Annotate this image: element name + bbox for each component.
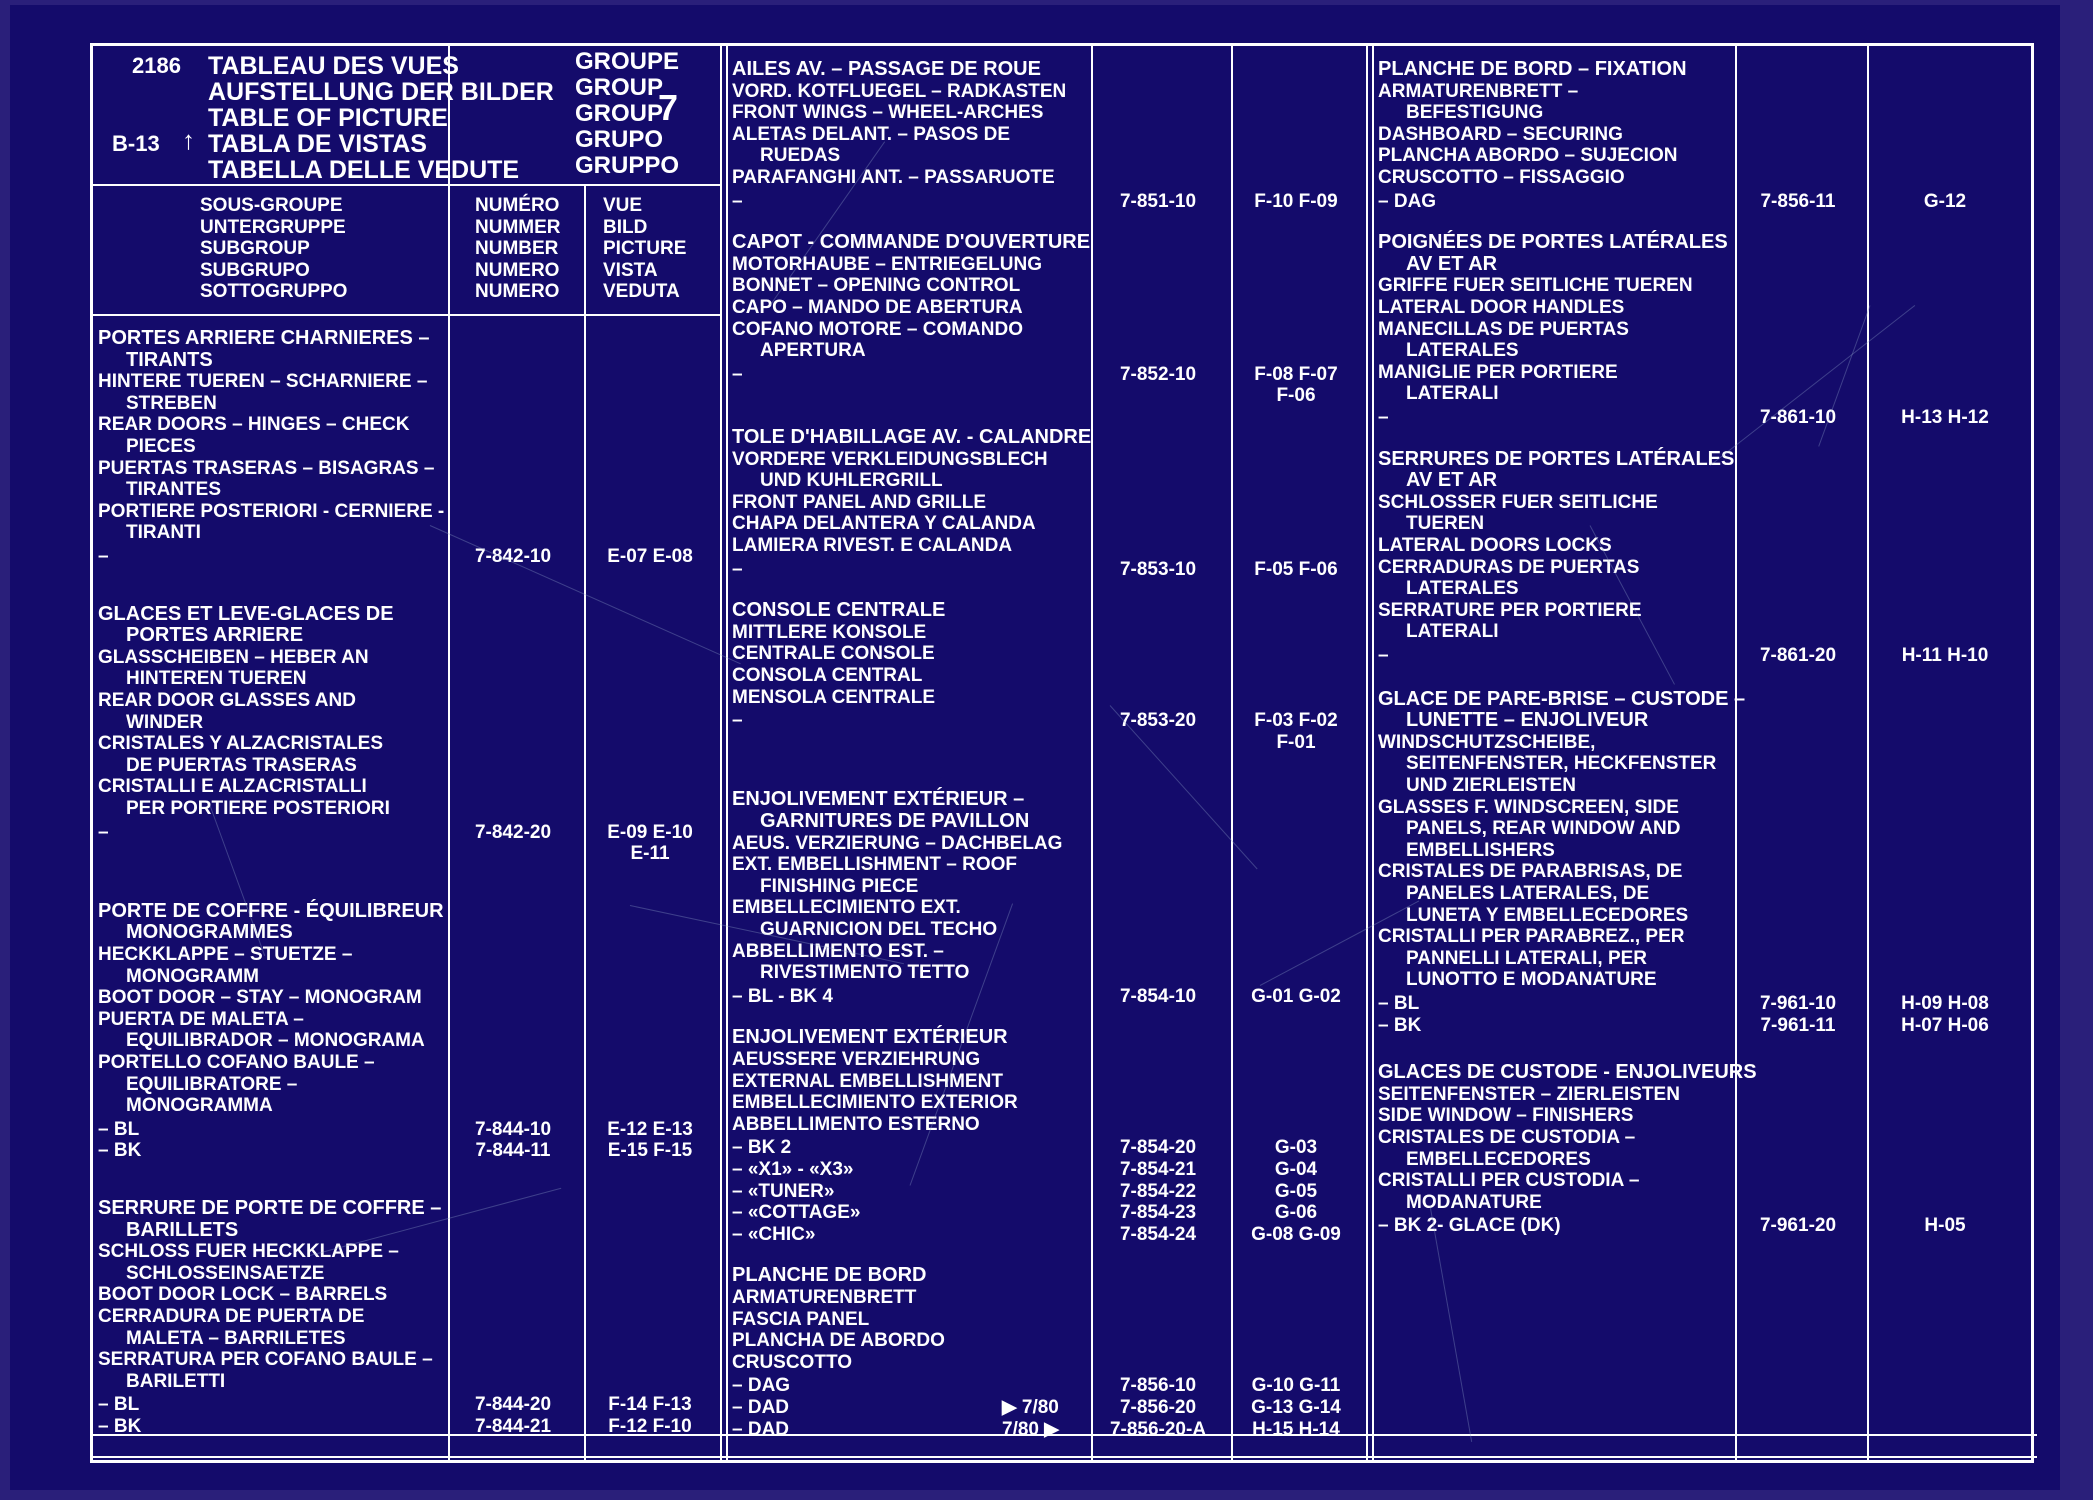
rule-h-footer-bottom	[93, 1456, 2037, 1458]
view-reference: G-03	[1274, 1137, 1318, 1159]
description-line: CRISTALES DE CUSTODIA –	[1378, 1127, 1636, 1148]
title-line: TABLEAU DES VUES	[208, 52, 459, 80]
view-reference-cont: F-06	[1276, 385, 1316, 407]
part-number: 7-854-10	[1119, 985, 1197, 1007]
view-reference: E-07 E-08	[607, 546, 693, 567]
description-line: ALETAS DELANT. – PASOS DE	[732, 123, 1010, 145]
group-title: SERRURES DE PORTES LATÉRALES	[1378, 447, 1735, 470]
description-line: BARILETTI	[126, 1370, 226, 1392]
part-number: 7-854-22	[1119, 1180, 1197, 1202]
description-line: LATERAL DOOR HANDLES	[1378, 297, 1625, 318]
item-label: –	[732, 558, 743, 580]
view-reference: F-03 F-02	[1254, 710, 1338, 732]
description-line: PANNELLI LATERALI, PER	[1406, 947, 1648, 969]
group-number: 7	[658, 87, 679, 128]
description-line: ARMATURENBRETT –	[1378, 80, 1579, 102]
part-number: 7-853-20	[1119, 710, 1197, 732]
description-line: EQUILIBRADOR – MONOGRAMA	[126, 1030, 425, 1052]
description-line: WINDSCHUTZSCHEIBE,	[1378, 731, 1596, 753]
subgroup-header: SOTTOGRUPPO	[200, 281, 348, 302]
item-label: – «TUNER»	[732, 1180, 835, 1202]
part-number: 7-854-24	[1119, 1223, 1197, 1245]
description-line: FRONT WINGS – WHEEL-ARCHES	[732, 102, 1044, 124]
number-header: NUMMER	[475, 216, 561, 238]
group-title: PORTES ARRIERE	[126, 624, 304, 647]
description-line: RUEDAS	[760, 145, 841, 167]
description-line: EMBELLECIMIENTO EXT.	[732, 897, 961, 919]
description-line: TIRANTI	[126, 522, 201, 544]
description-line: LAMIERA RIVEST. E CALANDA	[732, 535, 1013, 556]
description-line: EMBELLECEDORES	[1406, 1148, 1591, 1170]
description-line: ARMATURENBRETT	[732, 1287, 917, 1308]
rule-v-col3-number	[1735, 46, 1737, 1460]
view-reference: G-04	[1274, 1159, 1318, 1180]
group-title: MONOGRAMMES	[126, 921, 293, 944]
description-line: GUARNICION DEL TECHO	[760, 919, 998, 940]
description-line: BOOT DOOR – STAY – MONOGRAM	[98, 987, 422, 1009]
description-line: PORTIERE POSTERIORI - CERNIERE -	[98, 500, 445, 522]
group-label: GRUPPO	[575, 152, 680, 179]
description-line: CERRADURAS DE PUERTAS	[1378, 556, 1640, 578]
part-number: 7-853-10	[1119, 558, 1197, 580]
description-line: RIVESTIMENTO TETTO	[760, 962, 970, 984]
description-line: MANIGLIE PER PORTIERE	[1378, 361, 1618, 383]
description-line: PLANCHA DE ABORDO	[732, 1330, 945, 1352]
description-line: WINDER	[126, 711, 204, 733]
page-number: 2186	[132, 53, 181, 78]
view-reference: F-05 F-06	[1254, 558, 1338, 580]
subgroup-header: SUBGRUPO	[200, 259, 310, 281]
date-note: ▶ 7/80	[1002, 1397, 1059, 1418]
description-line: PARAFANGHI ANT. – PASSARUOTE	[732, 167, 1055, 188]
description-line: EQUILIBRATORE –	[126, 1073, 298, 1095]
rule-h-colheader	[93, 314, 720, 316]
title-line: TABLA DE VISTAS	[208, 130, 427, 158]
description-line: CENTRALE CONSOLE	[732, 643, 935, 665]
description-line: BONNET – OPENING CONTROL	[732, 275, 1021, 297]
description-line: PUERTAS TRASERAS – BISAGRAS –	[98, 457, 435, 479]
item-label: – DAG	[732, 1375, 791, 1397]
description-line: BEFESTIGUNG	[1406, 102, 1544, 124]
description-line: SEITENFENSTER, HECKFENSTER	[1406, 753, 1717, 775]
part-number: 7-842-10	[474, 546, 552, 567]
view-reference: E-15 F-15	[607, 1140, 693, 1162]
group-title: ENJOLIVEMENT EXTÉRIEUR –	[732, 788, 1025, 811]
group-title: PORTES ARRIERE CHARNIERES –	[98, 327, 430, 349]
view-reference: H-05	[1924, 1215, 1966, 1237]
description-line: SERRATURA PER COFANO BAULE –	[98, 1349, 433, 1371]
view-reference: H-09 H-08	[1901, 993, 1989, 1014]
view-reference: G-13 G-14	[1251, 1397, 1341, 1418]
description-line: LATERALI	[1406, 621, 1499, 643]
description-line: PORTELLO COFANO BAULE –	[98, 1052, 375, 1073]
item-label: –	[98, 546, 109, 567]
item-label: – BL	[98, 1118, 140, 1140]
description-line: EXTERNAL EMBELLISHMENT	[732, 1070, 1003, 1092]
rule-v-number-left	[448, 46, 450, 1460]
description-line: SCHLOSSEINSAETZE	[126, 1262, 325, 1284]
description-line: MALETA – BARRILETES	[126, 1327, 346, 1349]
group-title: TIRANTS	[126, 348, 213, 371]
description-line: REAR DOOR GLASSES AND	[98, 690, 356, 711]
description-line: MENSOLA CENTRALE	[732, 686, 936, 708]
item-label: – BK 2	[732, 1137, 792, 1159]
view-reference: F-12 F-10	[608, 1416, 692, 1437]
description-line: FASCIA PANEL	[732, 1308, 870, 1330]
group-title: BARILLETS	[126, 1218, 239, 1241]
item-label: – DAD	[732, 1397, 790, 1418]
subgroup-header: UNTERGRUPPE	[200, 216, 346, 238]
date-note: 7/80 ▶	[1002, 1418, 1059, 1440]
group-label: GROUP	[575, 100, 664, 127]
part-number: 7-961-11	[1760, 1014, 1836, 1036]
description-line: LATERALES	[1406, 340, 1519, 362]
item-label: – BK	[98, 1416, 142, 1437]
view-reference-cont: F-01	[1276, 731, 1316, 753]
view-reference: F-08 F-07	[1254, 363, 1338, 385]
description-line: CRISTALLI E ALZACRISTALLI	[98, 776, 367, 798]
part-number: 7-856-20-A	[1109, 1418, 1207, 1440]
group-title: ENJOLIVEMENT EXTÉRIEUR	[732, 1026, 1008, 1049]
rule-h-header	[93, 184, 720, 186]
description-line: CRISTALES Y ALZACRISTALES	[98, 733, 384, 755]
part-number: 7-844-11	[475, 1140, 551, 1162]
item-label: – BK 2- GLACE (DK)	[1378, 1215, 1561, 1237]
description-line: CRUSCOTTO – FISSAGGIO	[1378, 167, 1625, 188]
group-title: GLACES ET LEVE-GLACES DE	[98, 602, 394, 625]
view-reference: E-12 E-13	[607, 1118, 693, 1140]
rule-v-view-right	[720, 46, 722, 1460]
description-line: MONOGRAMMA	[126, 1095, 273, 1117]
group-title: SERRURE DE PORTE DE COFFRE –	[98, 1197, 442, 1219]
group-title: CAPOT - COMMANDE D'OUVERTURE	[732, 231, 1091, 254]
description-line: BOOT DOOR LOCK – BARRELS	[98, 1284, 388, 1306]
view-header: BILD	[603, 216, 648, 238]
part-number: 7-844-10	[474, 1118, 552, 1140]
description-line: CAPO – MANDO DE ABERTURA	[732, 297, 1023, 318]
description-line: PANELS, REAR WINDOW AND	[1406, 818, 1681, 840]
description-line: HINTERE TUEREN – SCHARNIERE –	[98, 371, 428, 393]
group-title: LUNETTE – ENJOLIVEUR	[1406, 709, 1649, 732]
item-label: – «CHIC»	[732, 1223, 816, 1245]
number-header: NUMERO	[475, 281, 560, 302]
subgroup-header: SOUS-GROUPE	[200, 195, 343, 216]
group-title: GARNITURES DE PAVILLON	[760, 810, 1030, 832]
part-number: 7-854-20	[1119, 1137, 1197, 1159]
description-line: SCHLOSS FUER HECKKLAPPE –	[98, 1241, 399, 1263]
up-arrow-icon: ↑	[182, 125, 195, 155]
description-line: PLANCHA ABORDO – SUJECION	[1378, 145, 1678, 167]
part-number: 7-961-10	[1759, 993, 1837, 1014]
view-reference: G-10 G-11	[1251, 1375, 1341, 1397]
item-label: – «COTTAGE»	[732, 1202, 861, 1224]
description-line: DASHBOARD – SECURING	[1378, 123, 1623, 145]
group-title: AV ET AR	[1406, 469, 1498, 492]
number-header: NUMERO	[475, 259, 560, 281]
description-line: VORDERE VERKLEIDUNGSBLECH	[732, 448, 1048, 470]
group-title: PLANCHE DE BORD	[732, 1264, 927, 1287]
description-line: GLASSES F. WINDSCREEN, SIDE	[1378, 796, 1679, 818]
description-line: LATERALES	[1406, 578, 1519, 600]
part-number: 7-861-20	[1759, 645, 1837, 666]
description-line: CRUSCOTTO	[732, 1351, 852, 1373]
description-line: SEITENFENSTER – ZIERLEISTEN	[1378, 1083, 1680, 1105]
blueprint-sheet	[10, 5, 2060, 1490]
item-label: – DAD	[732, 1418, 790, 1440]
item-label: –	[732, 363, 743, 385]
description-line: ABBELLIMENTO ESTERNO	[732, 1113, 980, 1135]
view-reference: G-05	[1274, 1180, 1318, 1202]
description-line: LATERAL DOORS LOCKS	[1378, 535, 1612, 556]
description-line: HINTEREN TUEREN	[126, 668, 307, 690]
group-title: POIGNÉES DE PORTES LATÉRALES	[1378, 231, 1728, 254]
description-line: EXT. EMBELLISHMENT – ROOF	[732, 854, 1018, 876]
description-line: FINISHING PIECE	[760, 875, 919, 897]
description-line: DE PUERTAS TRASERAS	[126, 754, 357, 776]
subgroup-header: SUBGROUP	[200, 238, 310, 259]
description-line: UND KUHLERGRILL	[760, 470, 943, 492]
description-line: CHAPA DELANTERA Y CALANDA	[732, 513, 1036, 535]
description-line: CONSOLA CENTRAL	[732, 665, 923, 686]
view-reference: E-09 E-10	[607, 821, 693, 843]
description-line: PIECES	[126, 436, 196, 457]
item-label: –	[732, 190, 743, 212]
group-title: GLACES DE CUSTODE - ENJOLIVEURS	[1378, 1061, 1757, 1084]
description-line: UND ZIERLEISTEN	[1406, 775, 1576, 796]
part-number: 7-856-10	[1119, 1375, 1197, 1397]
description-line: CRISTALLI PER CUSTODIA –	[1378, 1170, 1640, 1192]
part-number: 7-961-20	[1759, 1215, 1837, 1237]
description-line: GRIFFE FUER SEITLICHE TUEREN	[1378, 275, 1693, 297]
description-line: CERRADURA DE PUERTA DE	[98, 1306, 365, 1327]
description-line: PER PORTIERE POSTERIORI	[126, 798, 390, 819]
description-line: TUEREN	[1406, 513, 1485, 535]
group-label: GROUP	[575, 74, 664, 101]
description-line: VORD. KOTFLUEGEL – RADKASTEN	[732, 80, 1067, 102]
description-line: SIDE WINDOW – FINISHERS	[1378, 1105, 1634, 1127]
item-label: –	[1378, 645, 1389, 666]
description-line: AEUSSERE VERZIEHRUNG	[732, 1049, 981, 1070]
item-label: –	[98, 821, 109, 843]
item-label: – «X1» - «X3»	[732, 1159, 854, 1180]
view-header: VEDUTA	[603, 281, 680, 302]
description-line: TIRANTES	[126, 479, 221, 501]
description-line: FRONT PANEL AND GRILLE	[732, 491, 987, 513]
description-line: CRISTALLI PER PARABREZ., PER	[1378, 926, 1685, 948]
group-title: PORTE DE COFFRE - ÉQUILIBREUR	[98, 899, 444, 922]
item-label: –	[732, 710, 743, 732]
rule-v-col3-view	[1867, 46, 1869, 1460]
part-number: 7-856-11	[1760, 190, 1836, 212]
view-header: VUE	[603, 195, 643, 216]
description-line: MONOGRAMM	[126, 965, 259, 987]
view-reference: G-08 G-09	[1251, 1223, 1341, 1245]
view-header: PICTURE	[603, 238, 687, 259]
item-label: – BK	[98, 1140, 142, 1162]
group-title: AV ET AR	[1406, 252, 1498, 275]
group-label: GROUPE	[575, 48, 680, 75]
item-label: – BK	[1378, 1014, 1422, 1036]
view-reference: F-14 F-13	[608, 1394, 692, 1416]
description-line: MOTORHAUBE – ENTRIEGELUNG	[732, 253, 1043, 275]
view-reference: F-10 F-09	[1254, 190, 1338, 212]
description-line: COFANO MOTORE – COMANDO	[732, 318, 1023, 340]
item-label: – BL - BK 4	[732, 985, 834, 1007]
part-number: 7-854-23	[1119, 1202, 1197, 1224]
description-line: MITTLERE KONSOLE	[732, 621, 927, 643]
part-number: 7-851-10	[1119, 190, 1197, 212]
description-line: REAR DOORS – HINGES – CHECK	[98, 414, 410, 436]
description-line: PUERTA DE MALETA –	[98, 1008, 304, 1030]
description-line: PANELES LATERALES, DE	[1406, 883, 1650, 904]
description-line: EMBELLISHERS	[1406, 839, 1555, 861]
part-number: 7-852-10	[1119, 363, 1197, 385]
group-title: AILES AV. – PASSAGE DE ROUE	[732, 58, 1041, 80]
description-line: APERTURA	[760, 340, 866, 362]
description-line: LUNOTTO E MODANATURE	[1406, 969, 1657, 991]
part-number: 7-854-21	[1119, 1159, 1197, 1180]
description-line: SERRATURE PER PORTIERE	[1378, 599, 1642, 621]
title-line: TABLE OF PICTURE	[208, 104, 448, 132]
item-label: –	[1378, 407, 1389, 428]
reference-code: B-13	[112, 131, 160, 156]
group-label: GRUPO	[575, 126, 664, 153]
view-reference: G-12	[1923, 190, 1967, 212]
rule-h-footer-top	[93, 1434, 2037, 1436]
rule-v-col2-left	[726, 46, 728, 1460]
item-label: – DAG	[1378, 190, 1437, 212]
item-label: – BL	[1378, 993, 1420, 1014]
description-line: AEUS. VERZIERUNG – DACHBELAG	[732, 832, 1063, 854]
view-reference: H-11 H-10	[1901, 645, 1989, 666]
view-header: VISTA	[603, 259, 658, 281]
description-line: ABBELLIMENTO EST. –	[732, 940, 944, 962]
description-line: LATERALI	[1406, 383, 1499, 405]
number-header: NUMÉRO	[475, 195, 560, 216]
description-line: MODANATURE	[1406, 1191, 1542, 1213]
view-reference: G-06	[1274, 1202, 1318, 1224]
view-reference-cont: E-11	[630, 843, 670, 865]
title-line: AUFSTELLUNG DER BILDER	[208, 78, 554, 106]
description-line: MANECILLAS DE PUERTAS	[1378, 318, 1629, 340]
group-title: GLACE DE PARE-BRISE – CUSTODE –	[1378, 687, 1746, 710]
description-line: STREBEN	[126, 392, 217, 414]
description-line: EMBELLECIMIENTO EXTERIOR	[732, 1092, 1018, 1114]
part-number: 7-842-20	[474, 821, 552, 843]
view-reference: H-13 H-12	[1901, 407, 1989, 428]
part-number: 7-844-20	[474, 1394, 552, 1416]
title-line: TABELLA DELLE VEDUTE	[208, 156, 520, 184]
number-header: NUMBER	[475, 238, 559, 259]
part-number: 7-861-10	[1759, 407, 1837, 428]
description-line: CRISTALES DE PARABRISAS, DE	[1378, 861, 1683, 883]
view-reference: H-15 H-14	[1252, 1418, 1340, 1440]
description-line: SCHLOSSER FUER SEITLICHE	[1378, 491, 1658, 513]
item-label: – BL	[98, 1394, 140, 1416]
part-number: 7-856-20	[1119, 1397, 1197, 1418]
rule-v-col2-number	[1091, 46, 1093, 1460]
group-title: TOLE D'HABILLAGE AV. - CALANDRE	[732, 426, 1092, 448]
group-title: PLANCHE DE BORD – FIXATION	[1378, 58, 1687, 80]
group-title: CONSOLE CENTRALE	[732, 599, 946, 622]
description-line: GLASSCHEIBEN – HEBER AN	[98, 646, 369, 668]
description-line: HECKKLAPPE – STUETZE –	[98, 944, 353, 965]
description-line: LUNETA Y EMBELLECEDORES	[1406, 904, 1689, 926]
part-number: 7-844-21	[474, 1416, 552, 1437]
view-reference: G-01 G-02	[1251, 985, 1341, 1007]
view-reference: H-07 H-06	[1901, 1014, 1989, 1036]
